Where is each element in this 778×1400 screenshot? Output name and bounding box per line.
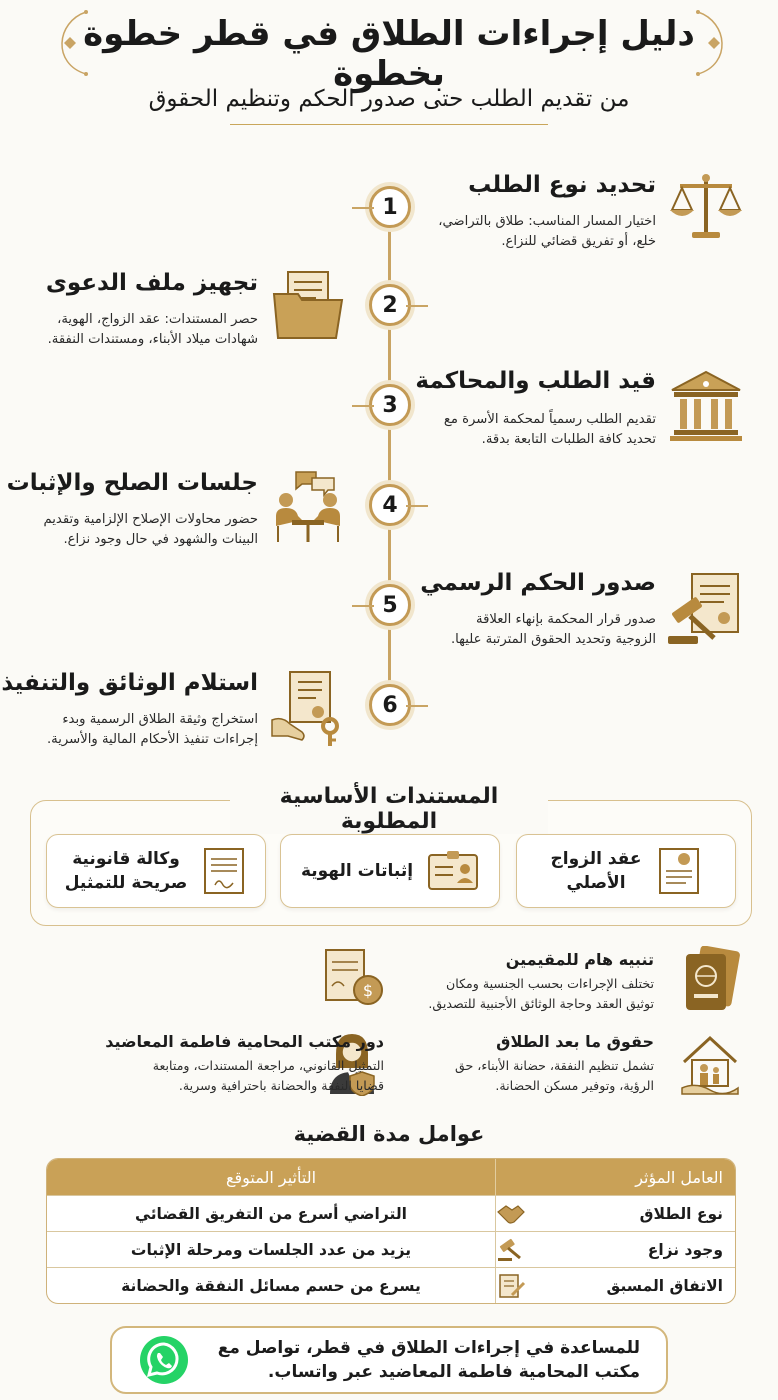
- notice-desc-line: تختلف الإجراءات بحسب الجنسية ومكان: [446, 976, 654, 991]
- passport-icon: [680, 946, 740, 1012]
- courthouse-icon: [666, 366, 746, 446]
- document-pen-icon: [496, 1273, 526, 1299]
- table-header: [47, 1159, 735, 1195]
- step-title: تجهيز ملف الدعوى: [45, 270, 258, 296]
- header-effect: التأثير المتوقع: [225, 1167, 317, 1187]
- table-row: [47, 1267, 735, 1303]
- step-number: 2: [369, 284, 411, 326]
- timeline-connector: [352, 605, 374, 607]
- step-desc-line: إجراءات تنفيذ الأحكام المالية والأسرية.: [46, 732, 258, 747]
- documents-title: المستندات الأساسية المطلوبة: [230, 784, 548, 834]
- step-desc-line: الزوجية وتحديد الحقوق المترتبة عليها.: [450, 632, 656, 647]
- timeline-connector: [406, 505, 428, 507]
- document-label: [65, 847, 188, 895]
- step-desc-line: شهادات ميلاد الأبناء، ومستندات النفقة.: [47, 332, 258, 347]
- document-coin-icon: [322, 946, 386, 1010]
- step-number: 4: [369, 484, 411, 526]
- effect-cell: يزيد من عدد الجلسات ومرحلة الإثبات: [130, 1240, 412, 1259]
- timeline-connector: [352, 207, 374, 209]
- notice-desc-line: التمثيل القانوني، مراجعة المستندات، ومتابعة: [152, 1058, 384, 1073]
- page-title: دليل إجراءات الطلاق في قطر خطوة بخطوة: [83, 14, 695, 94]
- cta-text: [212, 1336, 640, 1384]
- certificate-key-icon: [268, 668, 348, 748]
- step-desc-line: صدور قرار المحكمة بإنهاء العلاقة: [476, 612, 656, 627]
- factor-label: نوع الطلاق: [639, 1204, 723, 1223]
- step-desc-line: اختيار المسار المناسب: طلاق بالتراضي،: [438, 214, 656, 229]
- factors-title: عوامل مدة القضية: [293, 1122, 485, 1146]
- cta-line: مكتب المحامية فاطمة المعاضيد عبر واتساب.: [267, 1362, 640, 1382]
- gavel-icon: [496, 1238, 526, 1262]
- notice-title: تنبيه هام للمقيمين: [505, 950, 654, 969]
- step-number: 6: [369, 684, 411, 726]
- document-label-line: الأصلي: [566, 873, 626, 893]
- whatsapp-icon[interactable]: [138, 1334, 190, 1386]
- timeline-connector: [406, 305, 428, 307]
- step-title: قيد الطلب والمحاكمة: [415, 368, 656, 394]
- document-card-id: [280, 834, 500, 908]
- header-factor: العامل المؤثر: [495, 1159, 735, 1195]
- step-number: 1: [369, 186, 411, 228]
- step-title: تحديد نوع الطلب: [468, 172, 656, 198]
- folder-icon: [268, 266, 348, 346]
- family-house-icon: [680, 1032, 740, 1096]
- document-label-line: وكالة قانونية: [72, 849, 180, 869]
- factor-label: الاتفاق المسبق: [606, 1276, 723, 1295]
- step-title: استلام الوثائق والتنفيذ: [1, 670, 258, 696]
- factor-label: وجود نزاع: [647, 1240, 723, 1259]
- step-title: صدور الحكم الرسمي: [420, 570, 656, 596]
- step-desc-line: تقديم الطلب رسمياً لمحكمة الأسرة مع: [443, 412, 656, 427]
- whatsapp-cta[interactable]: [110, 1326, 668, 1394]
- meeting-icon: [268, 468, 348, 548]
- power-of-attorney-icon: [201, 845, 247, 897]
- document-label: [550, 847, 641, 895]
- timeline-connector: [352, 405, 374, 407]
- step-desc-line: حضور محاولات الإصلاح الإلزامية وتقديم: [43, 512, 258, 527]
- gavel-icon: [666, 568, 746, 648]
- step-desc-line: حصر المستندات: عقد الزواج، الهوية،: [57, 312, 258, 327]
- effect-cell: التراضي أسرع من التفريق القضائي: [135, 1204, 407, 1223]
- factors-table: [46, 1158, 736, 1304]
- subtitle-divider: [230, 124, 548, 125]
- step-desc-line: تحديد كافة الطلبات التابعة بدقة.: [481, 432, 656, 447]
- step-desc-line: استخراج وثيقة الطلاق الرسمية وبدء: [62, 712, 258, 727]
- document-label-line: عقد الزواج: [550, 849, 642, 869]
- factor-cell: [495, 1232, 735, 1267]
- step-number: 5: [369, 584, 411, 626]
- notice-desc-line: تشمل تنظيم النفقة، حضانة الأبناء، حق: [455, 1058, 654, 1073]
- effect-cell: يسرع من حسم مسائل النفقة والحضانة: [121, 1276, 421, 1295]
- svg-text:$: $: [362, 981, 374, 1000]
- timeline-line: [388, 190, 391, 710]
- notice-title: دور مكتب المحامية فاطمة المعاضيد: [105, 1032, 384, 1051]
- table-row: [47, 1195, 735, 1231]
- handshake-icon: [496, 1202, 526, 1226]
- step-desc-line: خلع، أو تفريق قضائي للنزاع.: [501, 234, 656, 249]
- page-subtitle: من تقديم الطلب حتى صدور الحكم وتنظيم الحقوق: [148, 86, 630, 112]
- document-label-line: صريحة للتمثيل: [64, 873, 188, 893]
- step-title: جلسات الصلح والإثبات: [6, 470, 258, 496]
- notice-title: حقوق ما بعد الطلاق: [496, 1032, 654, 1051]
- notice-desc-line: قضايا النفقة والحضانة باحترافية وسرية.: [178, 1078, 384, 1093]
- notice-desc-line: الرؤية، وتوفير مسكن الحضانة.: [495, 1078, 654, 1093]
- factor-cell: [495, 1196, 735, 1231]
- document-card-power-of-attorney: [46, 834, 266, 908]
- marriage-contract-icon: [656, 845, 702, 897]
- scales-icon: [666, 166, 746, 246]
- cta-line: للمساعدة في إجراءات الطلاق في قطر، تواصل مع: [217, 1338, 640, 1358]
- notice-desc-line: توثيق العقد وحاجة الوثائق الأجنبية للتصديق.: [428, 996, 654, 1011]
- step-desc-line: البينات والشهود في حال وجود نزاع.: [63, 532, 258, 547]
- table-row: [47, 1231, 735, 1267]
- timeline-connector: [406, 705, 428, 707]
- step-number: 3: [369, 384, 411, 426]
- id-card-icon: [427, 849, 479, 893]
- document-card-marriage-contract: [516, 834, 736, 908]
- factor-cell: [495, 1268, 735, 1303]
- document-label: إثباتات الهوية: [300, 861, 414, 881]
